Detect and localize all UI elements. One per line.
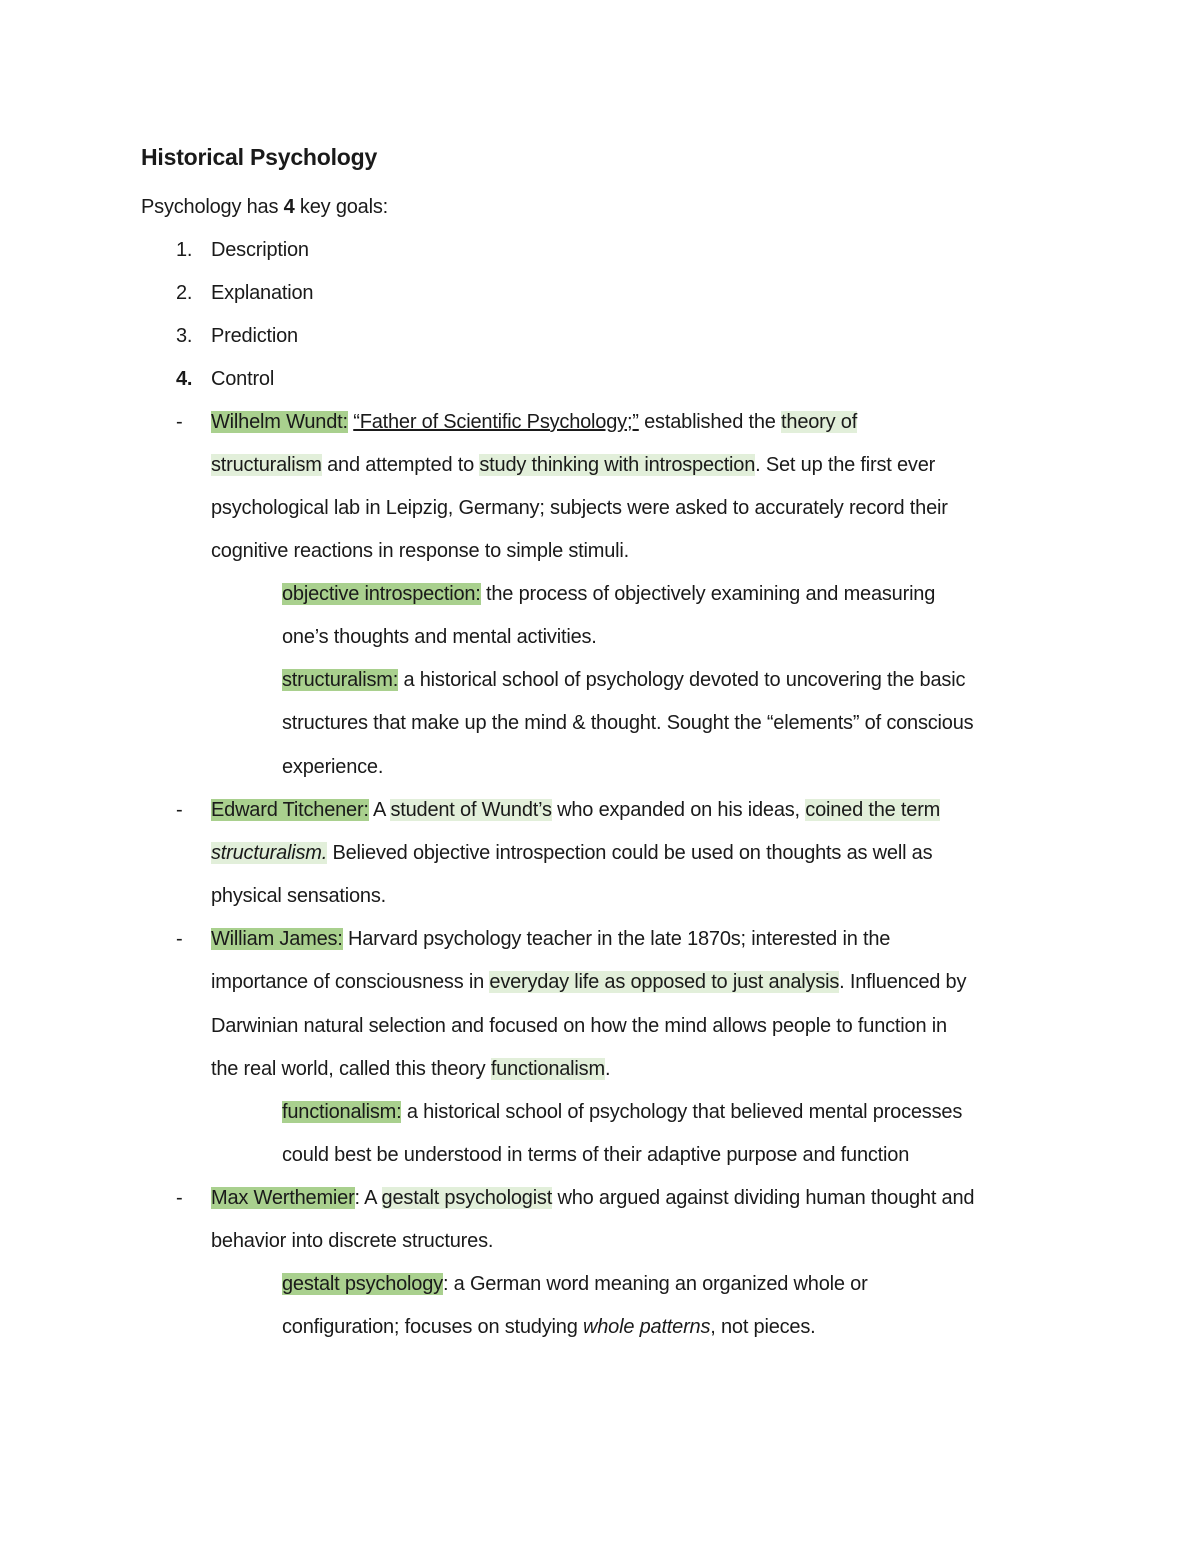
list-number: 2. (176, 282, 193, 304)
text-highlight: structuralism (211, 454, 322, 476)
bullet-dash: - (176, 1187, 183, 1209)
text-highlight: structuralism. (211, 842, 328, 864)
paragraph-line: the real world, called this theory functionalism. (211, 1058, 611, 1080)
term-highlight: structuralism: (282, 669, 399, 691)
text-highlight: study thinking with introspection (479, 454, 756, 476)
text-highlight: gestalt psychologist (381, 1187, 553, 1209)
list-number: 1. (176, 239, 193, 261)
term-highlight: Wilhelm Wundt: (211, 411, 348, 433)
definition-line: functionalism: a historical school of psychology that believed mental processes (282, 1101, 963, 1123)
text-highlight: student of Wundt’s (390, 799, 552, 821)
paragraph-line: Wilhelm Wundt: “Father of Scientific Psychology;” established the theory of (211, 411, 858, 433)
intro-line: Psychology has 4 key goals: (141, 196, 388, 218)
definition-line: one’s thoughts and mental activities. (282, 626, 597, 648)
list-item: Control (211, 368, 275, 390)
paragraph-line: William James: Harvard psychology teacher in the late 1870s; interested in the (211, 928, 891, 950)
text-highlight: functionalism (490, 1058, 605, 1080)
paragraph-line: behavior into discrete structures. (211, 1230, 494, 1252)
term-highlight: William James: (211, 928, 343, 950)
list-item: Prediction (211, 325, 298, 347)
paragraph-line: structuralism. Believed objective introspection could be used on thoughts as well as (211, 842, 933, 864)
text-highlight: everyday life as opposed to just analysis (489, 971, 840, 993)
goal-count: 4 (283, 196, 295, 218)
underlined-quote: “Father of Scientific Psychology;” (353, 411, 639, 433)
definition-line: objective introspection: the process of objectively examining and measuring (282, 583, 936, 605)
paragraph-line: psychological lab in Leipzig, Germany; subjects were asked to accurately record their (211, 497, 948, 519)
term-highlight: functionalism: (282, 1101, 402, 1123)
paragraph-line: cognitive reactions in response to simple stimuli. (211, 540, 629, 562)
paragraph-line: physical sensations. (211, 885, 386, 907)
bullet-dash: - (176, 411, 183, 433)
term-highlight: Max Werthemier (211, 1187, 355, 1209)
list-number: 3. (176, 325, 193, 347)
term-highlight: objective introspection: (282, 583, 481, 605)
definition-line: configuration; focuses on studying whole patterns, not pieces. (282, 1316, 816, 1338)
bullet-dash: - (176, 928, 183, 950)
list-number: 4. (176, 368, 193, 390)
term-highlight: Edward Titchener: (211, 799, 369, 821)
definition-line: experience. (282, 756, 384, 778)
paragraph-line: Darwinian natural selection and focused on how the mind allows people to function in (211, 1015, 947, 1037)
definition-line: gestalt psychology: a German word meaning an organized whole or (282, 1273, 868, 1295)
italic-text: whole patterns (582, 1316, 711, 1338)
list-item: Description (211, 239, 309, 261)
definition-line: could best be understood in terms of their adaptive purpose and function (282, 1144, 910, 1166)
text-highlight: theory of (781, 411, 858, 433)
paragraph-line: Edward Titchener: A student of Wundt’s who expanded on his ideas, coined the term (211, 799, 941, 821)
paragraph-line: structuralism and attempted to study thinking with introspection. Set up the first ever (211, 454, 936, 476)
list-item: Explanation (211, 282, 314, 304)
paragraph-line: importance of consciousness in everyday life as opposed to just analysis. Influenced by (211, 971, 967, 993)
definition-line: structures that make up the mind & thought. Sought the “elements” of conscious (282, 712, 974, 734)
definition-line: structuralism: a historical school of psychology devoted to uncovering the basic (282, 669, 966, 691)
term-highlight: gestalt psychology (282, 1273, 443, 1295)
bullet-dash: - (176, 799, 183, 821)
text-highlight: coined the term (805, 799, 941, 821)
paragraph-line: Max Werthemier: A gestalt psychologist who argued against dividing human thought and (211, 1187, 975, 1209)
page-title: Historical Psychology (141, 144, 378, 170)
